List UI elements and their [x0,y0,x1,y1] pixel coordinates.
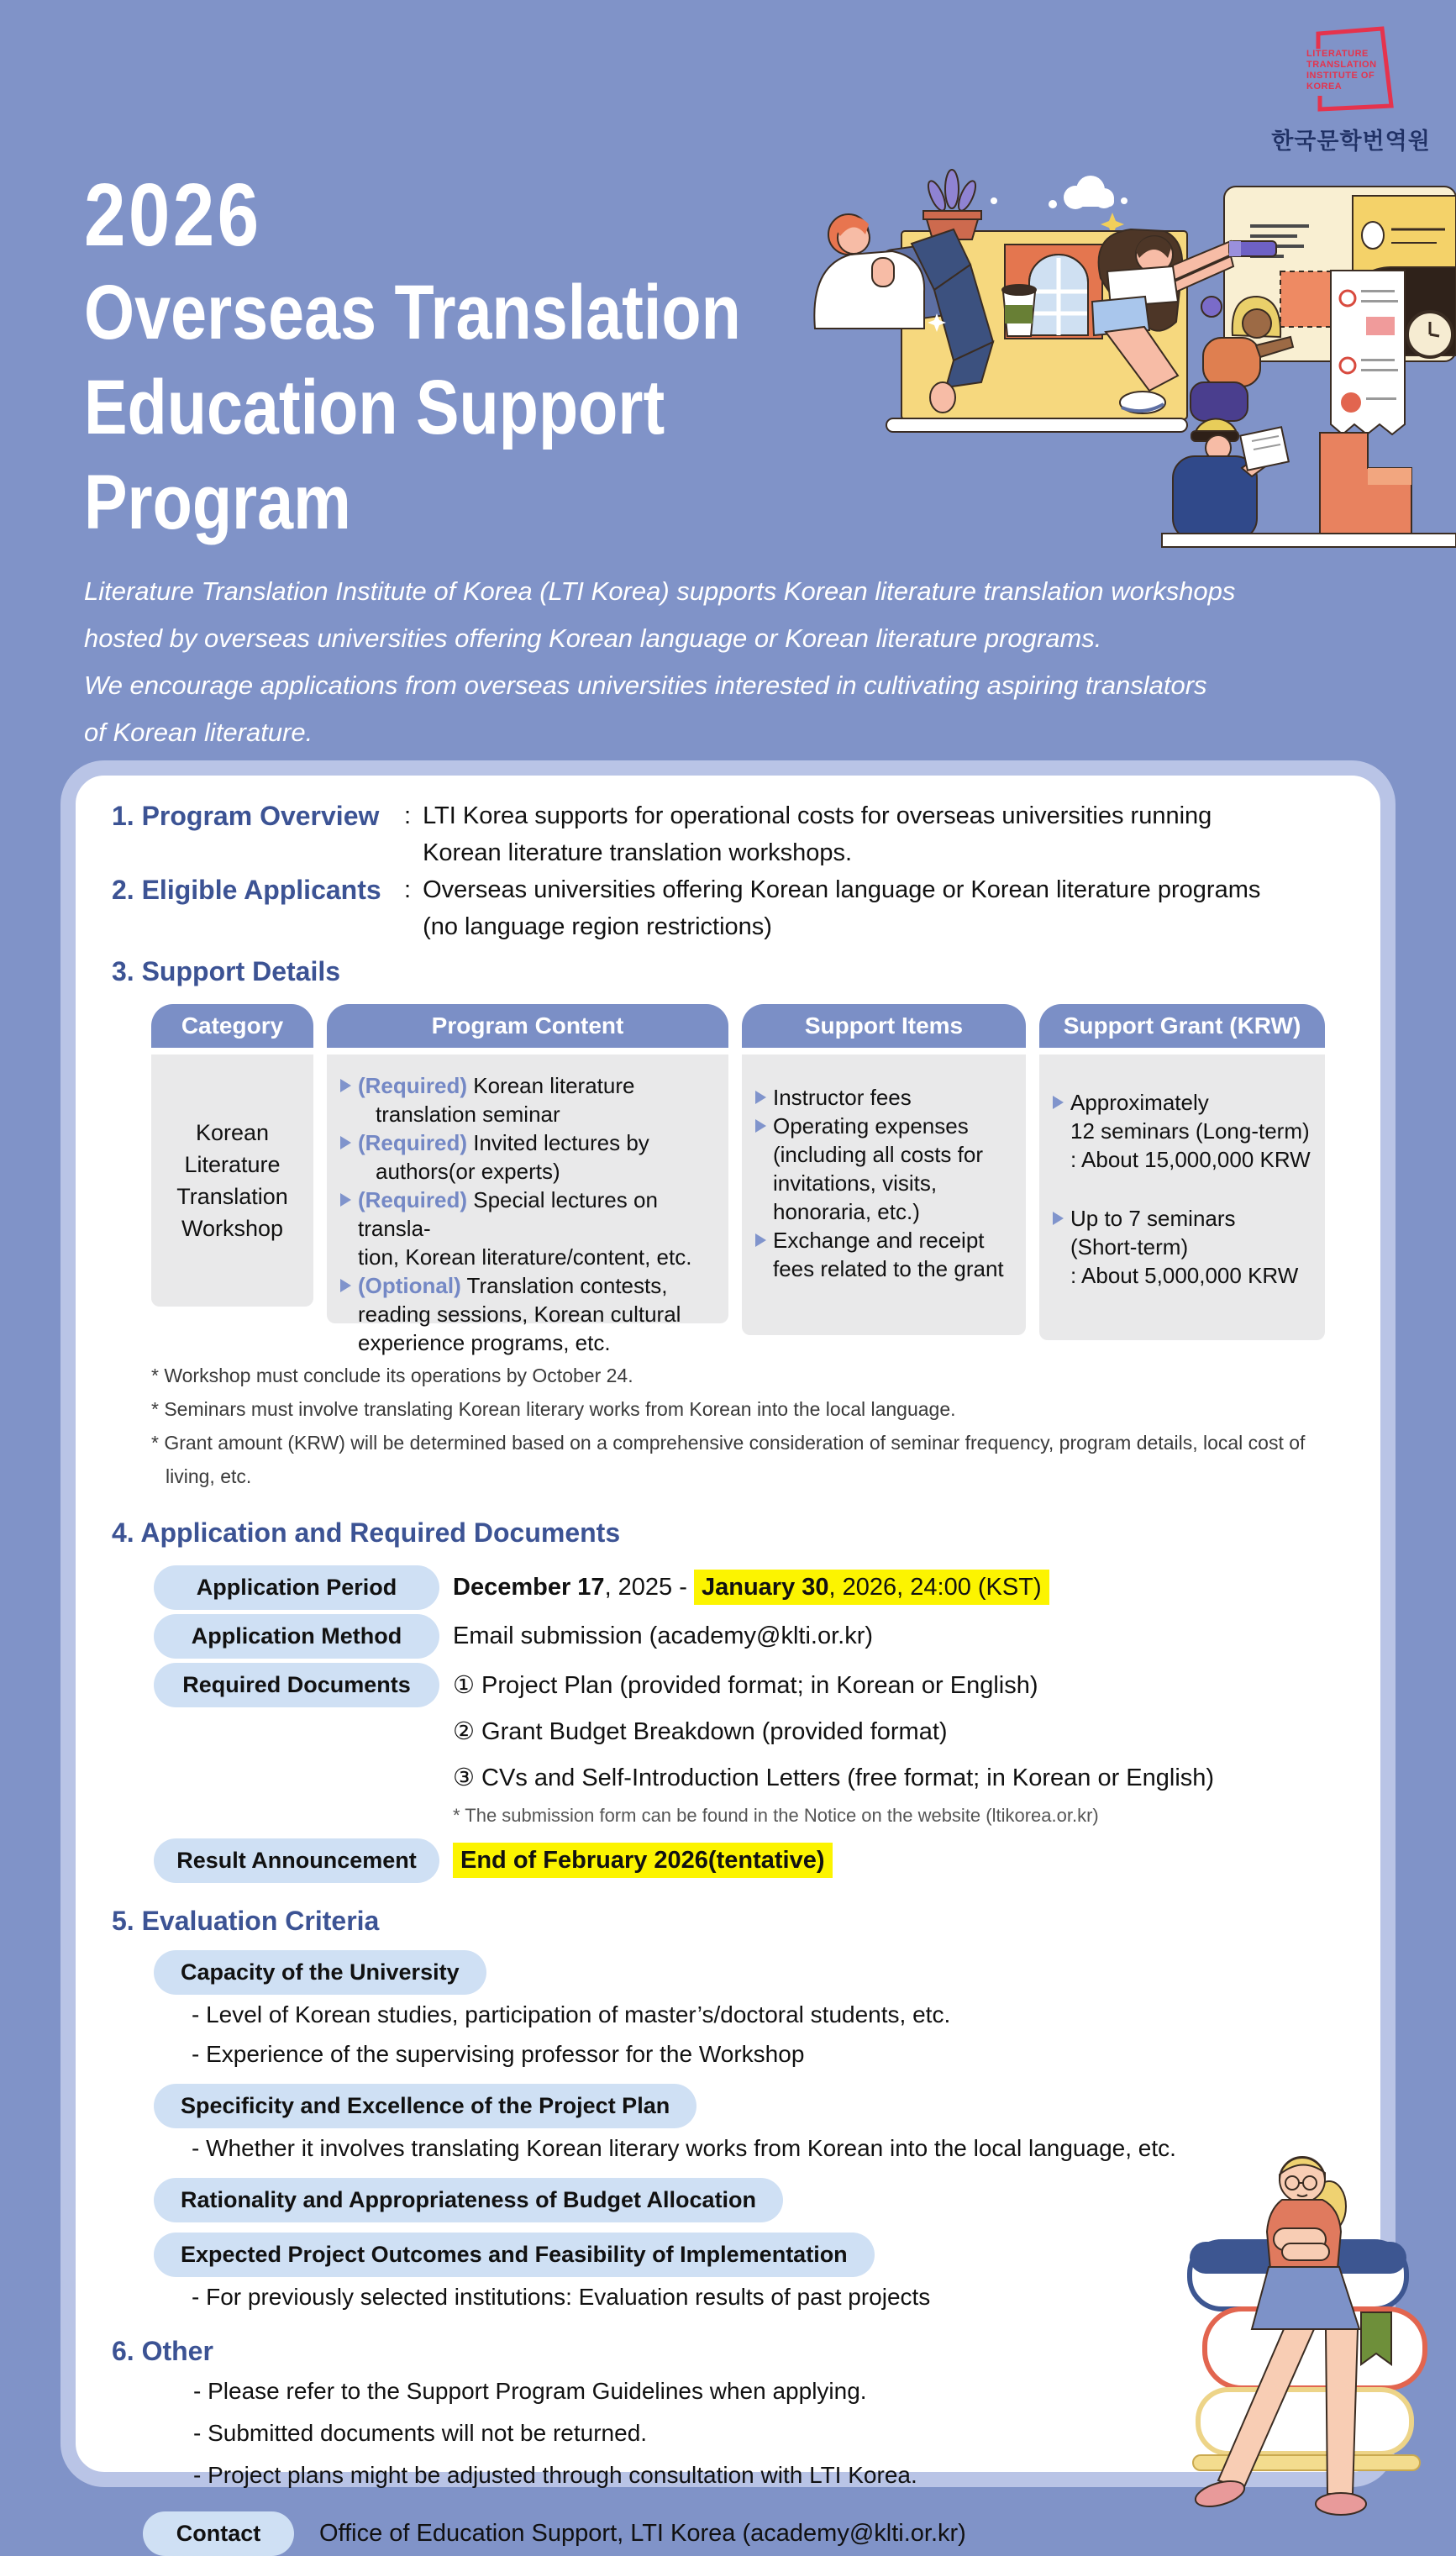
criteria-pill: Specificity and Excellence of the Project Plan [154,2084,696,2128]
window-sill [1162,534,1456,547]
label-pill: Application Method [154,1614,439,1659]
clouds-icon [991,176,1127,209]
support-table [151,1004,1355,1355]
cell-support-items: Instructor fees Operating expenses (including all costs for invitations, visits, honoraria, etc.) Exchange and receipt fees related to the grant [742,1054,1026,1335]
column-header-support-grant: Support Grant (KRW) [1039,1004,1325,1048]
footnote: * Workshop must conclude its operations by October 24. [151,1365,633,1386]
overview-line: LTI Korea supports for operational costs for overseas universities running [423,802,1212,829]
section-heading: 2. Eligible Applicants [112,875,381,905]
section-heading-evaluation: 5. Evaluation Criteria [112,1906,380,1936]
section-eligible-applicants: 2. Eligible Applicants : Overseas universities offering Korean language or Korean literature programs (no language region restrictions) [112,871,1355,945]
person-cap [1173,419,1289,540]
hero-illustration [798,164,1456,550]
triangle-bullet-icon [755,1233,766,1247]
reader-books-illustration [1117,2151,1456,2540]
coffee-cup-icon [1002,285,1036,336]
triangle-bullet-icon [755,1091,766,1104]
column-header-support-items: Support Items [742,1004,1026,1048]
footnote: * Grant amount (KRW) will be determined based on a comprehensive consideration of seminar frequency, program details, local cost of [151,1432,1306,1454]
intro-line: We encourage applications from overseas universities interested in cultivating aspiring translators [84,671,1207,700]
document-item: ③ CVs and Self-Introduction Letters (free format; in Korean or English) [453,1764,1215,1791]
stairs [1320,433,1411,538]
triangle-bullet-icon [755,1119,766,1133]
row-required-documents [154,1663,1355,1830]
title-line: Overseas Translation [84,270,741,355]
criteria-detail: - Whether it involves translating Korean literary works from Korean into the local language, etc. [192,2135,1176,2161]
triangle-bullet-icon [1053,1212,1064,1225]
criteria-pill: Expected Project Outcomes and Feasibility of Implementation [154,2233,875,2277]
overview-line: Korean literature translation workshops. [423,839,853,866]
row-application-method [154,1614,1355,1659]
lti-logo-mark-icon [1288,22,1414,116]
other-item: - Please refer to the Support Program Guidelines when applying. [193,2378,867,2404]
contact-value: Office of Education Support, LTI Korea (academy@klti.or.kr) [319,2520,966,2547]
svg-text:LITERATURE TRANSLATION: LITERATURE TRANSLATION INSTITUTE OF KOREA [1306,49,1377,92]
label-pill: Result Announcement [154,1838,439,1883]
lti-korea-logo [1259,22,1443,155]
column-header-category: Category [151,1004,313,1048]
triangle-bullet-icon [340,1279,351,1292]
criteria-detail: - Level of Korean studies, participation of master’s/doctoral students, etc. [192,2001,951,2027]
intro-line: of Korean literature. [84,718,313,747]
document-note: * The submission form can be found in the Notice on the website (ltikorea.or.kr) [453,1805,1099,1826]
intro-line: hosted by overseas universities offering Korean language or Korean literature programs. [84,623,1102,653]
criteria-detail: - Experience of the supervising professor for the Workshop [192,2041,805,2067]
laptop-base [886,418,1187,432]
row-application-period [154,1565,1355,1610]
receipt [1331,271,1405,434]
section-heading-other: 6. Other [112,2336,213,2366]
deadline-highlight: January 30, 2026, 24:00 (KST) [694,1570,1049,1605]
eligible-line: Overseas universities offering Korean language or Korean literature programs [423,876,1261,903]
application-rows [154,1565,1355,1883]
table-footnotes [151,1359,1355,1493]
triangle-bullet-icon [340,1136,351,1149]
triangle-bullet-icon [1053,1096,1064,1109]
footnote: * Seminars must involve translating Korean literary works from Korean into the local language. [151,1398,956,1420]
other-item: - Project plans might be adjusted through consultation with LTI Korea. [193,2462,917,2488]
application-method-value: Email submission (academy@klti.or.kr) [453,1622,874,1649]
title-line: Education Support [84,365,665,450]
row-result-announcement [154,1838,1355,1883]
side-card [1353,196,1456,271]
footnote: living, etc. [166,1465,252,1487]
column-header-program-content: Program Content [327,1004,728,1048]
section-program-overview: 1. Program Overview : LTI Korea supports for operational costs for overseas universities running Korean literature translation workshops. [112,797,1355,871]
logo-korean-name: 한국문학번역원 [1271,129,1431,154]
other-item: - Submitted documents will not be returned. [193,2420,648,2446]
cell-program-content: (Required) Korean literature translation seminar (Required) Invited lectures by authors(or experts) (Required) Special lectures on transla- tion, Korean literature/content, etc. (Optional) Translation contests, reading sessions, Korean cultural experience programs, etc. [327,1054,728,1323]
title-line: Program [84,460,351,545]
eligible-line: (no language region restrictions) [423,913,772,940]
cell-category: Korean Literature Translation Workshop [151,1054,313,1307]
dashed-panel [1280,271,1333,327]
result-highlight: End of February 2026(tentative) [453,1843,833,1878]
criteria-detail: - For previously selected institutions: Evaluation results of past projects [192,2284,931,2310]
triangle-bullet-icon [340,1079,351,1092]
contact-label-pill: Contact [143,2511,294,2556]
document-item: ① Project Plan (provided format; in Korean or English) [453,1672,1038,1699]
triangle-bullet-icon [340,1193,351,1207]
application-period-value: December 17, 2025 - January 30, 2026, 24:00 (KST) [453,1565,1049,1610]
section-heading-application: 4. Application and Required Documents [112,1517,621,1548]
intro-line: Literature Translation Institute of Korea (LTI Korea) supports Korean literature translation workshops [84,576,1236,606]
criteria-pill: Rationality and Appropriateness of Budget Allocation [154,2178,783,2222]
section-heading: 1. Program Overview [112,801,380,831]
intro-paragraph [84,568,1235,756]
clock-icon [1407,312,1453,357]
section-heading-support-details: 3. Support Details [112,956,341,986]
page-title [84,165,741,550]
criteria-pill: Capacity of the University [154,1950,486,1995]
title-year: 2026 [84,166,262,265]
label-pill: Application Period [154,1565,439,1610]
label-pill: Required Documents [154,1663,439,1707]
document-item: ② Grant Budget Breakdown (provided format) [453,1718,948,1745]
cell-support-grant: Approximately 12 seminars (Long-term) : About 15,000,000 KRW Up to 7 seminars (Short-term) : About 5,000,000 KRW [1039,1054,1325,1340]
